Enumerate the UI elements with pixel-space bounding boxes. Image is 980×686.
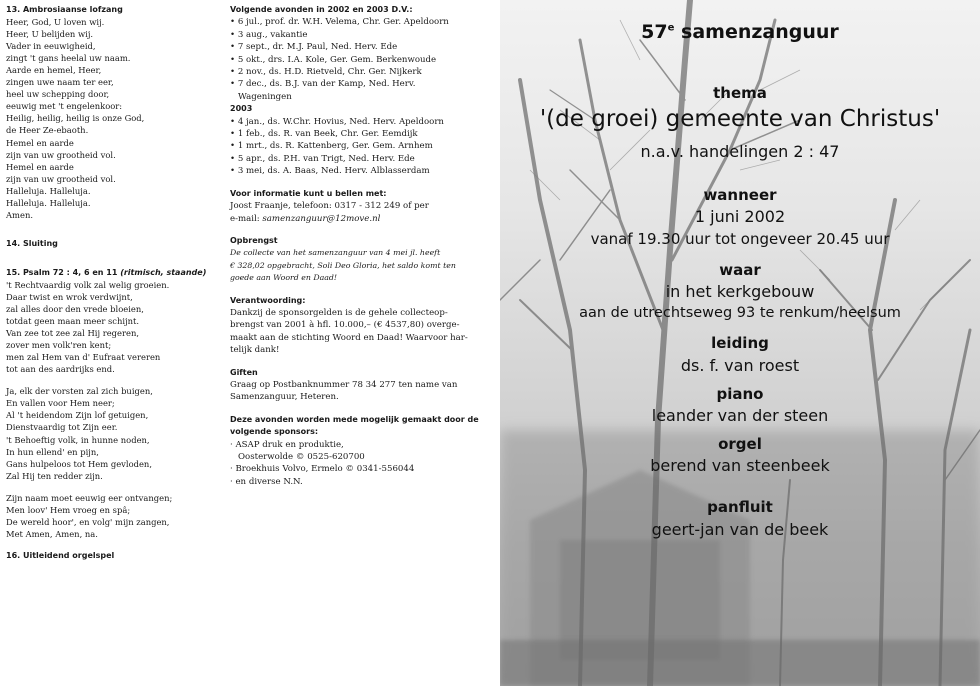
avonden-2002-cont: Wageningen xyxy=(238,91,292,102)
sponsor-item: · en diverse N.N. xyxy=(230,476,498,488)
section-13-lyrics xyxy=(6,16,224,221)
text-line: Gans hulpeloos tot Hem gevloden, xyxy=(6,458,152,469)
text-line: 't Behoeftig volk, in hunne noden, xyxy=(6,434,150,445)
text-line: men zal Hem van d' Eufraat vereren xyxy=(6,352,161,363)
text-line: Dankzij de sponsorgelden is de gehele collecteop- xyxy=(230,307,448,318)
opbrengst-title: Opbrengst xyxy=(230,235,278,245)
psalm-note: (ritmisch, staande) xyxy=(120,267,207,277)
text-line: goede aan Woord en Daad! xyxy=(230,273,338,283)
text-line: Halleluja. Halleluja. xyxy=(6,185,91,196)
section-15-verse-2 xyxy=(6,385,224,481)
giften-title: Giften xyxy=(230,367,258,377)
text-line: brengst van 2001 à hfl. 10.000,– (€ 4537,80) overge- xyxy=(230,320,460,331)
piano-label: piano xyxy=(716,385,764,403)
text-line: totdat geen maan meer schijnt. xyxy=(6,316,140,327)
text-line: Graag op Postbanknummer 78 34 277 ten name van xyxy=(230,379,458,390)
title-text: samenzanguur xyxy=(674,21,839,43)
text-line: En vallen voor Hem neer; xyxy=(6,398,115,409)
sponsor-title-2: volgende sponsors: xyxy=(230,427,319,437)
psalm-ref: 15. Psalm 72 : 4, 6 en 11 xyxy=(6,267,118,277)
text-line: Zal Hij ten redder zijn. xyxy=(6,470,103,481)
text-line: zijn van uw grootheid vol. xyxy=(6,149,116,160)
text-line: zingt 't gans heelal uw naam. xyxy=(6,53,131,64)
program-column-middle xyxy=(226,0,498,686)
info-email-line xyxy=(230,213,498,225)
avonden-2002-list xyxy=(230,16,498,90)
sponsor-title-1: Deze avonden worden mede mogelijk gemaakt door de xyxy=(230,414,479,424)
text-line: maakt aan de stichting Woord en Daad! Waarvoor har- xyxy=(230,332,468,343)
text-line: zal alles door den vrede bloeien, xyxy=(6,304,144,315)
waar-label: waar xyxy=(719,261,761,279)
section-13-title: 13. Ambrosiaanse lofzang xyxy=(6,5,123,14)
text-line: eeuwig met 't engelenkoor: xyxy=(6,101,123,112)
text-line: Ja, elk der vorsten zal zich buigen, xyxy=(6,386,153,397)
text-line: Heer, U belijden wij. xyxy=(6,29,94,40)
sponsor-list-2 xyxy=(230,463,498,488)
section-15-verse-1 xyxy=(6,279,224,375)
leiding-label: leiding xyxy=(711,334,769,352)
list-item: • 3 mei, ds. A. Baas, Ned. Herv. Alblasserdam xyxy=(230,165,498,177)
list-item: • 5 apr., ds. P.H. van Trigt, Ned. Herv. Ede xyxy=(230,153,498,165)
text-line: Daar twist en wrok verdwijnt, xyxy=(6,291,133,302)
orgel-label: orgel xyxy=(718,435,762,453)
section-15-title xyxy=(6,267,224,279)
list-item: • 1 feb., ds. R. van Beek, Chr. Ger. Eemdijk xyxy=(230,128,498,140)
sponsor-item: · Broekhuis Volvo, Ermelo © 0341-556044 xyxy=(230,463,498,475)
list-item: • 2 nov., ds. H.D. Rietveld, Chr. Ger. Nijkerk xyxy=(230,66,498,78)
text-line: Aarde en hemel, Heer, xyxy=(6,65,102,76)
text-line: Zijn naam moet eeuwig eer ontvangen; xyxy=(6,492,173,503)
section-16-title: 16. Uitleidend orgelspel xyxy=(6,550,115,560)
giften-text xyxy=(230,379,498,404)
text-line: Heilig, heilig, heilig is onze God, xyxy=(6,113,145,124)
list-item: • 1 mrt., ds. R. Kattenberg, Ger. Gem. Arnhem xyxy=(230,140,498,152)
text-line: Hemel en aarde xyxy=(6,137,74,148)
avonden-title: Volgende avonden in 2002 en 2003 D.V.: xyxy=(230,5,413,14)
info-title: Voor informatie kunt u bellen met: xyxy=(230,188,387,198)
text-line: Met Amen, Amen, na. xyxy=(6,528,98,539)
text-line: De collecte van het samenzanguur van 4 mei jl. heeft xyxy=(230,248,441,258)
text-line: Dienstvaardig tot Zijn eer. xyxy=(6,422,118,433)
text-line: Men loov' Hem vroeg en spâ; xyxy=(6,504,131,515)
text-line: zingen uwe naam ter eer, xyxy=(6,77,114,88)
verantwoording-title: Verantwoording: xyxy=(230,295,306,305)
section-14-title: 14. Sluiting xyxy=(6,238,58,248)
sponsor-item: · ASAP druk en produktie, xyxy=(230,439,498,451)
avonden-2003-list xyxy=(230,116,498,178)
event-date: 1 juni 2002 xyxy=(694,207,786,226)
program-column-left xyxy=(0,0,224,686)
text-line: De wereld hoor', en volg' mijn zangen, xyxy=(6,516,170,527)
text-line: de Heer Ze-ebaoth. xyxy=(6,125,89,136)
text-line: Van zee tot zee zal Hij regeren, xyxy=(6,328,140,339)
venue-address: aan de utrechtseweg 93 te renkum/heelsum xyxy=(579,305,901,321)
text-line: zijn van uw grootheid vol. xyxy=(6,173,116,184)
year-2003: 2003 xyxy=(230,104,253,114)
text-line: 't Rechtvaardig volk zal welig groeien. xyxy=(6,279,170,290)
text-line: € 328,02 opgebracht, Soli Deo Gloria, het saldo komt ten xyxy=(230,260,456,270)
venue-name: in het kerkgebouw xyxy=(665,282,815,301)
opbrengst-text xyxy=(230,247,498,284)
leiding-name: ds. f. van roest xyxy=(680,356,800,375)
piano-name: leander van der steen xyxy=(651,406,829,425)
thema-reference: n.a.v. handelingen 2 : 47 xyxy=(640,142,840,161)
event-time: vanaf 19.30 uur tot ongeveer 20.45 uur xyxy=(590,230,890,248)
list-item: • 7 sept., dr. M.J. Paul, Ned. Herv. Ede xyxy=(230,41,498,53)
text-line: Samenzanguur, Heteren. xyxy=(230,392,339,403)
sponsor-list xyxy=(230,439,498,451)
text-line: Al 't heidendom Zijn lof getuigen, xyxy=(6,410,149,421)
list-item: • 6 jul., prof. dr. W.H. Velema, Chr. Ger. Apeldoorn xyxy=(230,16,498,28)
info-phone: Joost Fraanje, telefoon: 0317 - 312 249 of per xyxy=(230,201,429,212)
text-line: Amen. xyxy=(6,209,34,220)
list-item: • 4 jan., ds. W.Chr. Hovius, Ned. Herv. Apeldoorn xyxy=(230,116,498,128)
panfluit-name: geert-jan van de beek xyxy=(651,520,829,539)
email-address: samenzanguur@12move.nl xyxy=(262,213,381,224)
text-line: zover men volk'ren kent; xyxy=(6,340,112,351)
text-line: Heer, God, U loven wij. xyxy=(6,17,105,28)
list-item: • 3 aug., vakantie xyxy=(230,29,498,41)
title-ordinal: e xyxy=(667,22,675,34)
section-15-verse-3 xyxy=(6,492,224,540)
thema-label: thema xyxy=(713,84,767,102)
text-line: telijk dank! xyxy=(230,345,280,356)
poster-panel xyxy=(500,0,980,686)
poster-title xyxy=(500,21,980,43)
text-line: Hemel en aarde xyxy=(6,161,74,172)
text-line: Halleluja. Halleluja. xyxy=(6,197,91,208)
verantwoording-text xyxy=(230,307,498,357)
email-prefix: e-mail: xyxy=(230,213,263,224)
wanneer-label: wanneer xyxy=(703,186,777,204)
orgel-name: berend van steenbeek xyxy=(650,456,830,475)
thema-title: '(de groei) gemeente van Christus' xyxy=(539,106,941,132)
text-line: Vader in eeuwigheid, xyxy=(6,41,96,52)
title-number: 57 xyxy=(641,21,668,43)
sponsor-item-cont: Oosterwolde © 0525-620700 xyxy=(238,452,365,462)
list-item: • 5 okt., drs. I.A. Kole, Ger. Gem. Berkenwoude xyxy=(230,54,498,66)
text-line: heel uw schepping door, xyxy=(6,89,110,100)
list-item: • 7 dec., ds. B.J. van der Kamp, Ned. Herv. xyxy=(230,78,498,90)
panfluit-label: panfluit xyxy=(707,498,773,516)
text-line: In hun ellend' en pijn, xyxy=(6,446,99,457)
text-line: tot aan des aardrijks end. xyxy=(6,364,115,375)
